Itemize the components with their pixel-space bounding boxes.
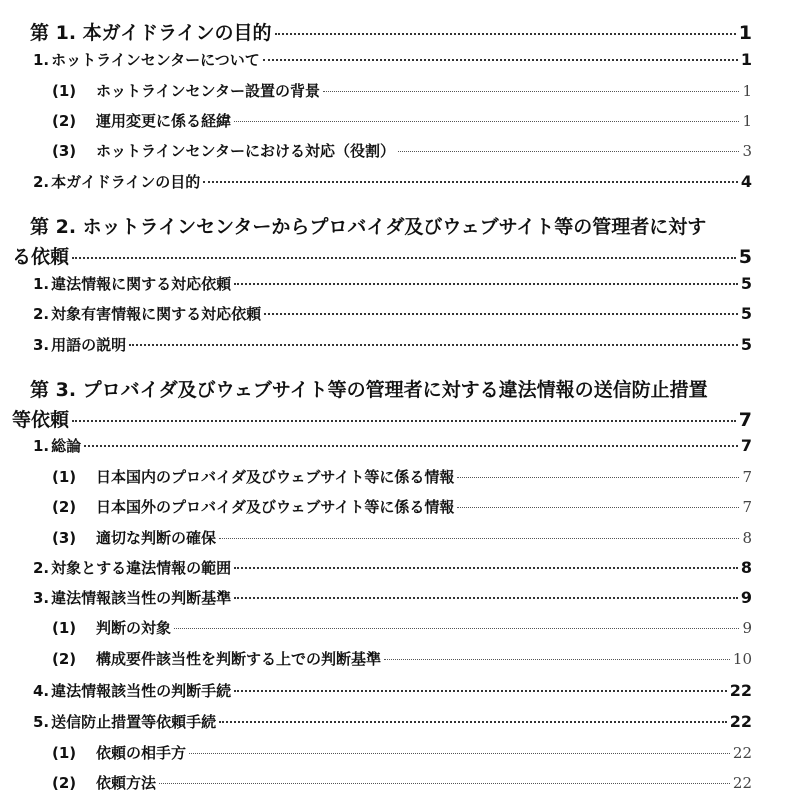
entry-number: 1. xyxy=(33,275,50,293)
entry-number: 3. xyxy=(33,589,50,607)
toc-entry[interactable] xyxy=(52,140,752,161)
dot-leader xyxy=(203,181,738,183)
entry-title: 日本国内のプロバイダ及びウェブサイト等に係る情報 xyxy=(96,468,455,486)
dot-leader xyxy=(174,628,739,629)
chapter-heading[interactable] xyxy=(30,375,708,402)
dot-leader xyxy=(457,477,739,478)
page-number: 22 xyxy=(729,712,752,731)
entry-number: (2) xyxy=(52,112,77,130)
toc-entry[interactable] xyxy=(52,80,752,101)
entry-number: (1) xyxy=(52,744,77,762)
chapter-title-line1: 第 2. ホットラインセンターからプロバイダ及びウェブサイト等の管理者に対す xyxy=(30,216,707,238)
toc-entry[interactable] xyxy=(33,680,752,701)
entry-number: 4. xyxy=(33,682,50,700)
dot-leader xyxy=(234,283,738,285)
page-number: 5 xyxy=(740,335,752,354)
dot-leader xyxy=(159,783,730,784)
toc-entry[interactable] xyxy=(52,648,752,669)
entry-title: 依頼方法 xyxy=(96,774,157,792)
toc-entry[interactable] xyxy=(33,711,752,732)
entry-title: 等依頼 xyxy=(12,409,70,431)
dot-leader xyxy=(234,690,727,692)
toc-entry[interactable] xyxy=(33,557,752,578)
toc-entry[interactable] xyxy=(33,587,752,608)
dot-leader xyxy=(275,33,736,35)
entry-number: (2) xyxy=(52,650,77,668)
entry-title: 第 1. 本ガイドラインの目的 xyxy=(30,22,272,44)
entry-title: 本ガイドラインの目的 xyxy=(51,173,201,191)
dot-leader xyxy=(234,121,739,122)
page-number: 5 xyxy=(738,246,752,268)
chapter-heading[interactable] xyxy=(30,212,706,239)
dot-leader xyxy=(72,420,736,422)
page-number: 8 xyxy=(742,529,752,547)
entry-title: 違法情報該当性の判断基準 xyxy=(51,589,232,607)
entry-title: 依頼の相手方 xyxy=(96,744,187,762)
toc-entry[interactable] xyxy=(52,527,752,548)
entry-number: 2. xyxy=(33,173,50,191)
page-number: 9 xyxy=(742,619,752,637)
page-number: 1 xyxy=(742,112,752,130)
dot-leader xyxy=(384,659,730,660)
entry-title: ホットラインセンターにおける対応（役割） xyxy=(96,142,395,160)
entry-number: (1) xyxy=(52,468,77,486)
entry-number: (3) xyxy=(52,529,77,547)
entry-title: 運用変更に係る経緯 xyxy=(96,112,232,130)
dot-leader xyxy=(234,567,738,569)
entry-number: 5. xyxy=(33,713,50,731)
entry-title: 対象有害情報に関する対応依頼 xyxy=(51,305,262,323)
toc-entry[interactable] xyxy=(52,617,752,638)
entry-title: る依頼 xyxy=(12,246,70,268)
entry-number: (2) xyxy=(52,774,77,792)
dot-leader xyxy=(129,344,738,346)
dot-leader xyxy=(189,753,730,754)
entry-title: ホットラインセンター設置の背景 xyxy=(96,82,320,100)
toc-entry[interactable] xyxy=(52,496,752,517)
toc-entry[interactable] xyxy=(33,334,752,355)
page-number: 7 xyxy=(738,409,752,431)
toc-entry[interactable] xyxy=(33,49,752,70)
dot-leader xyxy=(457,507,739,508)
entry-title: 適切な判断の確保 xyxy=(96,529,217,547)
toc-entry[interactable] xyxy=(33,171,752,192)
page-number: 7 xyxy=(742,468,752,486)
toc-entry[interactable] xyxy=(33,435,752,456)
dot-leader xyxy=(219,538,739,539)
dot-leader xyxy=(72,257,736,259)
entry-title: 総論 xyxy=(51,437,82,455)
entry-number: 2. xyxy=(33,305,50,323)
entry-number: (2) xyxy=(52,498,77,516)
entry-title: 構成要件該当性を判断する上での判断基準 xyxy=(96,650,382,668)
toc-entry[interactable] xyxy=(30,18,752,45)
entry-title: ホットラインセンターについて xyxy=(51,51,260,69)
dot-leader xyxy=(398,151,740,152)
dot-leader xyxy=(219,721,727,723)
entry-title: 送信防止措置等依頼手続 xyxy=(51,713,217,731)
dot-leader xyxy=(263,59,738,61)
toc-entry[interactable] xyxy=(52,742,752,763)
page-number: 7 xyxy=(742,498,752,516)
entry-number: 1. xyxy=(33,437,50,455)
entry-title: 違法情報に関する対応依頼 xyxy=(51,275,232,293)
toc-entry[interactable] xyxy=(52,772,752,793)
page-number: 22 xyxy=(732,744,752,762)
page-number: 1 xyxy=(742,82,752,100)
page-number: 22 xyxy=(732,774,752,792)
entry-title: 判断の対象 xyxy=(96,619,172,637)
entry-number: (3) xyxy=(52,142,77,160)
chapter-heading-continuation[interactable] xyxy=(12,242,752,269)
page-number: 4 xyxy=(740,172,752,191)
page-number: 1 xyxy=(738,22,752,44)
dot-leader xyxy=(234,597,738,599)
dot-leader xyxy=(323,91,740,92)
page-number: 5 xyxy=(740,304,752,323)
entry-title: 違法情報該当性の判断手続 xyxy=(51,682,232,700)
chapter-heading-continuation[interactable] xyxy=(12,405,752,432)
toc-entry[interactable] xyxy=(52,466,752,487)
entry-title: 用語の説明 xyxy=(51,336,127,354)
page-number: 7 xyxy=(740,436,752,455)
entry-number: 3. xyxy=(33,336,50,354)
page-number: 8 xyxy=(740,558,752,577)
page-number: 1 xyxy=(740,50,752,69)
dot-leader xyxy=(84,445,738,447)
entry-title: 対象とする違法情報の範囲 xyxy=(51,559,232,577)
page-number: 10 xyxy=(732,650,752,668)
page-number: 5 xyxy=(740,274,752,293)
toc-entry[interactable] xyxy=(52,110,752,131)
toc-entry[interactable] xyxy=(33,273,752,294)
page-number: 22 xyxy=(729,681,752,700)
entry-number: (1) xyxy=(52,82,77,100)
page-number: 3 xyxy=(742,142,752,160)
entry-number: (1) xyxy=(52,619,77,637)
entry-title: 日本国外のプロバイダ及びウェブサイト等に係る情報 xyxy=(96,498,455,516)
toc-entry[interactable] xyxy=(33,303,752,324)
chapter-title-line1: 第 3. プロバイダ及びウェブサイト等の管理者に対する違法情報の送信防止措置 xyxy=(30,379,708,401)
entry-number: 1. xyxy=(33,51,50,69)
dot-leader xyxy=(264,313,738,315)
entry-number: 2. xyxy=(33,559,50,577)
page-number: 9 xyxy=(740,588,752,607)
